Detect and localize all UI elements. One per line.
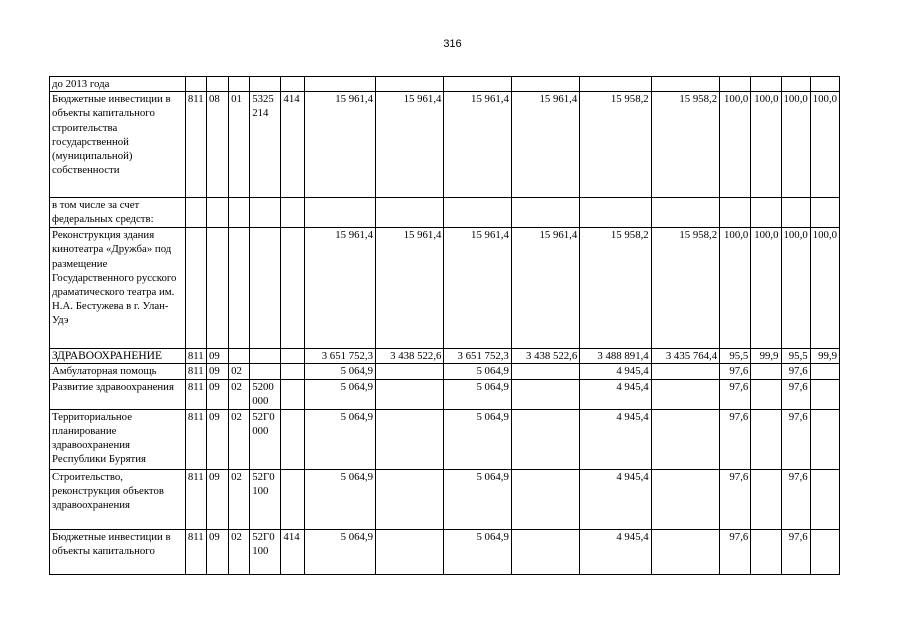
amount-6	[651, 469, 719, 529]
amount-5: 4 945,4	[580, 529, 651, 574]
section-code: 09	[206, 379, 228, 409]
grbs-code	[185, 228, 206, 349]
section-code: 09	[206, 349, 228, 364]
grbs-code	[185, 198, 206, 228]
section-code	[206, 77, 228, 92]
percent-3	[781, 77, 810, 92]
subsection-code: 02	[229, 469, 250, 529]
amount-5: 4 945,4	[580, 364, 651, 379]
percent-3: 97,6	[781, 469, 810, 529]
table-row	[50, 228, 840, 349]
percent-2	[751, 379, 781, 409]
amount-4	[511, 198, 579, 228]
percent-4	[810, 364, 839, 379]
percent-3	[781, 198, 810, 228]
amount-5	[580, 198, 651, 228]
grbs-code: 811	[185, 349, 206, 364]
percent-1: 95,5	[720, 349, 751, 364]
grbs-code	[185, 77, 206, 92]
amount-2	[376, 198, 444, 228]
amount-2: 3 438 522,6	[376, 349, 444, 364]
row-name: Территориальное планирование здравоохранения Республики Бурятия	[50, 409, 186, 469]
amount-1: 3 651 752,3	[304, 349, 375, 364]
percent-2: 100,0	[751, 92, 781, 198]
amount-1: 5 064,9	[304, 469, 375, 529]
target-article-code	[250, 198, 281, 228]
target-article-code: 52Г0 100	[250, 469, 281, 529]
percent-1	[720, 198, 751, 228]
amount-2: 15 961,4	[376, 228, 444, 349]
amount-6	[651, 364, 719, 379]
percent-2	[751, 77, 781, 92]
table-row	[50, 349, 840, 364]
amount-6	[651, 529, 719, 574]
row-name: Развитие здравоохранения	[50, 379, 186, 409]
amount-4: 3 438 522,6	[511, 349, 579, 364]
percent-1: 97,6	[720, 364, 751, 379]
table-row	[50, 409, 840, 469]
section-code: 09	[206, 529, 228, 574]
grbs-code: 811	[185, 379, 206, 409]
amount-5: 4 945,4	[580, 469, 651, 529]
percent-2	[751, 198, 781, 228]
grbs-code: 811	[185, 529, 206, 574]
subsection-code: 02	[229, 529, 250, 574]
amount-4: 15 961,4	[511, 92, 579, 198]
grbs-code: 811	[185, 364, 206, 379]
percent-4	[810, 469, 839, 529]
percent-3: 100,0	[781, 228, 810, 349]
target-article-code: 52Г0 000	[250, 409, 281, 469]
percent-3: 97,6	[781, 379, 810, 409]
target-article-code	[250, 349, 281, 364]
subsection-code	[229, 349, 250, 364]
amount-5: 4 945,4	[580, 409, 651, 469]
amount-2	[376, 469, 444, 529]
expense-type-code: 414	[281, 92, 304, 198]
percent-1: 97,6	[720, 529, 751, 574]
target-article-code	[250, 228, 281, 349]
expense-type-code	[281, 379, 304, 409]
subsection-code: 02	[229, 409, 250, 469]
amount-6	[651, 77, 719, 92]
amount-2	[376, 77, 444, 92]
section-code: 09	[206, 364, 228, 379]
amount-3: 3 651 752,3	[444, 349, 511, 364]
amount-4	[511, 77, 579, 92]
table-row	[50, 379, 840, 409]
expense-type-code	[281, 364, 304, 379]
amount-5	[580, 77, 651, 92]
percent-4: 100,0	[810, 228, 839, 349]
percent-4	[810, 409, 839, 469]
amount-2	[376, 379, 444, 409]
amount-3	[444, 198, 511, 228]
subsection-code: 01	[229, 92, 250, 198]
expense-type-code	[281, 198, 304, 228]
percent-4	[810, 379, 839, 409]
amount-2	[376, 364, 444, 379]
percent-1: 97,6	[720, 469, 751, 529]
percent-2: 99,9	[751, 349, 781, 364]
page-number: 316	[443, 38, 462, 50]
subsection-code: 02	[229, 364, 250, 379]
amount-6: 15 958,2	[651, 92, 719, 198]
row-name: Бюджетные инвестиции в объекты капитального строительства государственной (муниципальной) собственности	[50, 92, 186, 198]
amount-3: 15 961,4	[444, 228, 511, 349]
amount-4: 15 961,4	[511, 228, 579, 349]
table-body	[50, 77, 840, 575]
budget-table	[49, 76, 840, 575]
amount-5: 15 958,2	[580, 92, 651, 198]
expense-type-code	[281, 409, 304, 469]
amount-1: 5 064,9	[304, 529, 375, 574]
amount-6	[651, 409, 719, 469]
table-row	[50, 364, 840, 379]
section-code: 08	[206, 92, 228, 198]
expense-type-code	[281, 77, 304, 92]
section-code: 09	[206, 409, 228, 469]
amount-1	[304, 77, 375, 92]
table-row	[50, 469, 840, 529]
amount-4	[511, 364, 579, 379]
grbs-code: 811	[185, 92, 206, 198]
amount-3: 5 064,9	[444, 469, 511, 529]
percent-1: 97,6	[720, 379, 751, 409]
row-name: ЗДРАВООХРАНЕНИЕ	[50, 349, 186, 364]
amount-6: 3 435 764,4	[651, 349, 719, 364]
percent-1: 97,6	[720, 409, 751, 469]
grbs-code: 811	[185, 469, 206, 529]
subsection-code	[229, 77, 250, 92]
row-name: Бюджетные инвестиции в объекты капитального	[50, 529, 186, 574]
amount-4	[511, 379, 579, 409]
target-article-code: 52Г0 100	[250, 529, 281, 574]
amount-4	[511, 409, 579, 469]
percent-3: 97,6	[781, 529, 810, 574]
target-article-code	[250, 364, 281, 379]
row-name: до 2013 года	[50, 77, 186, 92]
target-article-code: 5325 214	[250, 92, 281, 198]
percent-2: 100,0	[751, 228, 781, 349]
expense-type-code	[281, 228, 304, 349]
amount-3	[444, 77, 511, 92]
amount-5: 4 945,4	[580, 379, 651, 409]
section-code	[206, 228, 228, 349]
amount-6	[651, 198, 719, 228]
amount-1: 5 064,9	[304, 409, 375, 469]
percent-4	[810, 529, 839, 574]
percent-3: 95,5	[781, 349, 810, 364]
section-code	[206, 198, 228, 228]
table-row	[50, 77, 840, 92]
amount-1: 15 961,4	[304, 92, 375, 198]
percent-1: 100,0	[720, 92, 751, 198]
row-name: в том числе за счет федеральных средств:	[50, 198, 186, 228]
percent-2	[751, 409, 781, 469]
amount-1: 5 064,9	[304, 364, 375, 379]
expense-type-code	[281, 469, 304, 529]
row-name: Строительство, реконструкция объектов здравоохранения	[50, 469, 186, 529]
amount-1	[304, 198, 375, 228]
amount-4	[511, 469, 579, 529]
table-row	[50, 92, 840, 198]
subsection-code	[229, 198, 250, 228]
percent-4: 100,0	[810, 92, 839, 198]
amount-3: 15 961,4	[444, 92, 511, 198]
percent-2	[751, 364, 781, 379]
percent-2	[751, 469, 781, 529]
table-row	[50, 198, 840, 228]
amount-1: 5 064,9	[304, 379, 375, 409]
amount-6: 15 958,2	[651, 228, 719, 349]
amount-3: 5 064,9	[444, 364, 511, 379]
row-name: Амбулаторная помощь	[50, 364, 186, 379]
expense-type-code: 414	[281, 529, 304, 574]
amount-3: 5 064,9	[444, 379, 511, 409]
section-code: 09	[206, 469, 228, 529]
amount-5: 3 488 891,4	[580, 349, 651, 364]
table-row	[50, 529, 840, 574]
percent-3: 100,0	[781, 92, 810, 198]
expense-type-code	[281, 349, 304, 364]
target-article-code: 5200 000	[250, 379, 281, 409]
subsection-code: 02	[229, 379, 250, 409]
percent-1	[720, 77, 751, 92]
percent-3: 97,6	[781, 364, 810, 379]
amount-2	[376, 529, 444, 574]
amount-3: 5 064,9	[444, 409, 511, 469]
amount-2	[376, 409, 444, 469]
percent-1: 100,0	[720, 228, 751, 349]
percent-3: 97,6	[781, 409, 810, 469]
amount-3: 5 064,9	[444, 529, 511, 574]
row-name: Реконструкция здания кинотеатра «Дружба» под размещение Государственного русского драматического театра им. Н.А. Бестужева в г. Улан-Удэ	[50, 228, 186, 349]
amount-2: 15 961,4	[376, 92, 444, 198]
target-article-code	[250, 77, 281, 92]
percent-2	[751, 529, 781, 574]
amount-4	[511, 529, 579, 574]
percent-4: 99,9	[810, 349, 839, 364]
grbs-code: 811	[185, 409, 206, 469]
amount-5: 15 958,2	[580, 228, 651, 349]
amount-1: 15 961,4	[304, 228, 375, 349]
percent-4	[810, 77, 839, 92]
subsection-code	[229, 228, 250, 349]
amount-6	[651, 379, 719, 409]
percent-4	[810, 198, 839, 228]
